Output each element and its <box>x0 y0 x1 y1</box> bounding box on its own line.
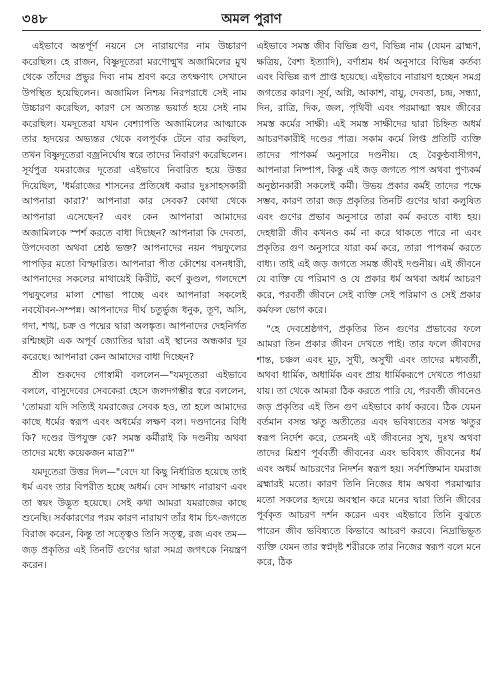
paragraph: যমদূতেরা উত্তর দিল—"বেদে যা কিছু নির্ধারিত হয়েছে তাই ধর্ম এবং তার বিপরীত হচ্ছে অধর্ম। বেদ সাক্ষাৎ নারায়ণ এবং তা স্বয়ং উদ্ভূত হয়েছে। সেই কথা আমরা যমরাজের কাছে শুনেছি। সর্বকারণের পরম কারণ নারায়ণ তাঁর ধাম চিৎ-জগতে বিরাজ করেন, কিন্তু তা সত্ত্বেও তিনি সত্ত্ব, রজ এবং তম—জড় প্রকৃতির এই তিনটি গুণের দ্বারা সমগ্র জগৎকে নিয়ন্ত্রণ করেন। <box>22 466 247 572</box>
paragraph: এইভাবে সমস্ত জীব বিভিন্ন গুণ, বিভিন্ন নাম (যেমন ব্রাহ্মণ, ক্ষত্রিয়, বৈশ্য ইত্যাদি), বর্ণাশ্রম ধর্ম অনুসারে বিভিন্ন কর্তব্য এবং বিভিন্ন রূপ প্রাপ্ত হয়েছে। এইভাবে নারায়ণ হচ্ছেন সমগ্র জগতের কারণ। সূর্য, অগ্নি, আকাশ, বায়ু, দেবতা, চন্দ্র, সন্ধ্যা, দিন, রাত্রি, দিক, জল, পৃথিবী এবং পরমাত্মা স্বয়ং জীবের সমস্ত কর্মের সাক্ষী। এই সমস্ত সাক্ষীদের দ্বারা চিহ্নিত অধর্ম আচরণকারীই দণ্ডের পাত্র। সকাম কর্মে লিপ্ত প্রতিটি ব্যক্তি তাদের পাপকর্ম অনুসারে দণ্ডনীয়। হে বৈকুণ্ঠবাসীগণ, আপনারা নিষ্পাপ, কিন্তু এই জড় জগতে পাপ অথবা পুণ্যকর্ম অনুষ্ঠানকারী সকলেই কর্মী। উভয় প্রকার কর্মই তাদের পক্ষে সম্ভব, কারণ তারা জড় প্রকৃতির তিনটি গুণের দ্বারা কলুষিত এবং গুণের প্রভাব অনুসারে তারা কর্ম করতে বাধ্য হয়। দেহধারী জীব কখনও কর্ম না করে থাকতে পারে না এবং প্রকৃতির গুণ অনুসারে যারা কর্ম করে, তারা পাপকর্ম করতে বাধ্য। তাই এই জড় জগতে সমস্ত জীবই দণ্ডনীয়। এই জীবনে যে ব্যক্তি যে পরিমাণ ও যে প্রকার ধর্ম অথবা অধর্ম আচরণ করে, পরবর্তী জীবনে সেই ব্যক্তি সেই পরিমাণ ও সেই প্রকার কর্মফল ভোগ করে। <box>256 41 481 317</box>
paragraph: শ্রীল শুকদেব গোস্বামী বললেন—"যমদূতেরা এইভাবে বললে, বাসুদেবের সেবকেরা হেসে জলদগম্ভীর স্বরে বললেন, 'তোমরা যদি সত্যিই যমরাজের সেবক হও, তা হলে আমাদের কাছে ধর্মের স্বরূপ এবং অধর্মের লক্ষণ বল। দণ্ডদানের বিধি কি? দণ্ডের উপযুক্ত কে? সমস্ত কর্মীরাই কি দণ্ডনীয় অথবা তাদের মধ্যে কয়েকজন মাত্র?'" <box>22 370 247 460</box>
paragraph: "হে দেবশ্রেষ্ঠগণ, প্রকৃতির তিন গুণের প্রভাবের ফলে আমরা তিন প্রকার জীবন দেখতে পাই। তার ফলে জীবদের শান্ত, চঞ্চল এবং মূঢ়, সুখী, অসুখী এবং তাদের মধ্যবর্তী, অথবা ধার্মিক, অধার্মিক এবং প্রায় ধার্মিকরূপে দেখতে পাওয়া যায়। তা থেকে আমরা ঠিক করতে পারি যে, পরবর্তী জীবনেও জড় প্রকৃতির এই তিন গুণ এইভাবে কার্য করবে। ঠিক যেমন বর্তমান বসন্ত ঋতু অতীতের এবং ভবিষ্যতের বসন্ত ঋতুর স্বরূপ নির্দেশ করে, তেমনই এই জীবনের সুখ, দুঃখ অথবা তাদের মিশ্রণ পূর্ববর্তী জীবনের এবং ভবিষ্যৎ জীবনের ধর্ম এবং অধর্ম আচরণের নিদর্শন স্বরূপ হয়। সর্বশক্তিমান যমরাজ ব্রহ্মারই মতো। কারণ তিনি নিজের ধাম অথবা পরমাত্মার মতো সকলের হৃদয়ে অবস্থান করে মনের দ্বারা তিনি জীবের পূর্বকৃত আচরণ দর্শন করেন এবং এইভাবে তিনি বুঝতে পারেন জীব ভবিষ্যতে কিভাবে আচরণ করবে। নিদ্রাভিভূত ব্যক্তি যেমন তার স্বপ্নদৃষ্ট শরীরকে তার নিজের স্বরূপ বলে মনে করে, ঠিক <box>256 323 481 569</box>
left-column <box>22 39 247 679</box>
right-column <box>257 39 482 679</box>
paragraph: এইভাবে অন্তর্পূর্ণ নয়নে সে নারায়ণের নাম উচ্চারণ করেছিল। হে রাজন, বিষ্ণুদূতেরা মরণোন্মুখ অজামিলের মুখ থেকে তাঁদের প্রভুর দিব্য নাম শ্রবণ করে তৎক্ষণাৎ সেখানে উপস্থিত হয়েছিলেন। অজামিল নিশ্চয় নিরপরাধে সেই নাম উচ্চারণ করেছিল, কারণ সে অত্যন্ত ভয়ার্ত হয়ে সেই নাম করেছিল। যমদূতেরা যখন বেশ্যাপতি অজামিলের আত্মাকে তার হৃদয়ের অভ্যন্তর থেকে বলপূর্বক টেনে বার করছিল, তখন বিষ্ণুদূতেরা বজ্রনির্ঘোষ স্বরে তাদের নিবারণ করেছিলেন। সূর্যপুত্র যমরাজের দূতেরা এইভাবে নিবারিত হয়ে উত্তর দিয়েছিল, 'ধর্মরাজের শাসনের প্রতিষেধ করার দুঃসাহসকারী আপনারা কারা?' আপনারা কার সেবক? কোথা থেকে আপনারা এসেছেন? এবং কেন আপনারা আমাদের অজামিলকে স্পর্শ করতে বাধা দিচ্ছেন? আপনারা কি দেবতা, উপদেবতা অথবা শ্রেষ্ঠ ভক্ত? আপনাদের নয়ন পদ্মফুলের পাপড়ির মতো বিস্ফারিত। আপনারা পীত কৌশেয় বসনধারী, আপনাদের সকলের মাথায়েই কিরীট, কর্ণে কুণ্ডল, গলদেশে পদ্মফুলের মালা শোভা পাচ্ছে এবং আপনারা সকলেই নবযৌবন-সম্পন্ন। আপনাদের দীর্ঘ চতুর্ভুজ ধনুক, তূণ, অসি, গদা, শঙ্খ, চক্র ও পদ্মের দ্বারা অলঙ্কৃত। আপনাদের দেহনির্গত রশ্মিচ্ছটা এক অপূর্ব জ্যোতির দ্বারা এই স্থানের অন্ধকার দূর করেছে। আপনারা কেন আমাদের বাধা দিচ্ছেন? <box>22 41 247 363</box>
page-number: ৩৪৮ <box>22 12 48 27</box>
text-columns <box>22 39 481 679</box>
running-title: অমল পুরাণ <box>221 12 282 27</box>
page-header <box>22 8 481 31</box>
